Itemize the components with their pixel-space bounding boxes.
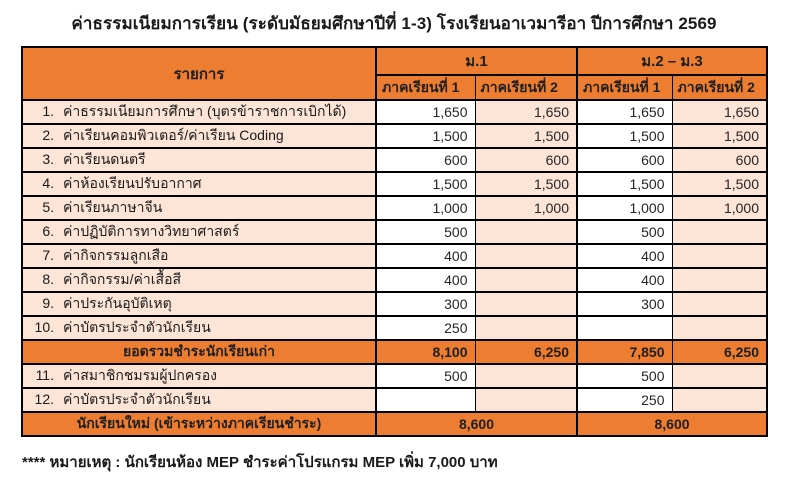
- fee-value: 300: [577, 292, 672, 316]
- fee-item-text: ค่าสมาชิกชมรมผู้ปกครอง: [63, 367, 218, 383]
- fee-value: 250: [376, 316, 475, 340]
- fee-item-label: [22, 100, 376, 124]
- fee-item-row: [22, 244, 767, 268]
- fee-item-text: ค่ากิจกรรมลูกเสือ: [63, 247, 169, 263]
- fee-item-row: [22, 292, 767, 316]
- fee-value: 600: [577, 148, 672, 172]
- column-group-m2-m3: ม.2 – ม.3: [577, 47, 767, 75]
- fee-item-label: [22, 172, 376, 196]
- fee-value: 500: [577, 364, 672, 388]
- column-group-m1: ม.1: [376, 47, 577, 75]
- fee-table-body: [22, 100, 767, 436]
- fee-item-label: [22, 124, 376, 148]
- fee-value: 1,650: [376, 100, 475, 124]
- fee-item-number: 10.: [34, 319, 54, 335]
- fee-item-text: ค่าเรียนคอมพิวเตอร์/ค่าเรียน Coding: [63, 127, 284, 143]
- fee-value: 500: [376, 220, 475, 244]
- fee-value: 1,500: [577, 124, 672, 148]
- fee-value: [475, 388, 577, 412]
- fee-item-row: [22, 316, 767, 340]
- summary-row-returning-students: [22, 340, 767, 364]
- fee-value: 600: [376, 148, 475, 172]
- fee-item-label: [22, 244, 376, 268]
- fee-value: 1,500: [672, 172, 767, 196]
- fee-value: [672, 316, 767, 340]
- fee-value: 1,500: [672, 124, 767, 148]
- fee-item-row: [22, 364, 767, 388]
- fee-value: 400: [577, 268, 672, 292]
- fee-value: [672, 364, 767, 388]
- fee-value: 1,000: [577, 196, 672, 220]
- fee-item-number: 8.: [42, 271, 54, 287]
- fee-item-label: [22, 364, 376, 388]
- fee-value: 1,500: [376, 124, 475, 148]
- fee-value: [475, 292, 577, 316]
- summary-label: นักเรียนใหม่ (เข้าระหว่างภาคเรียนชำระ): [22, 412, 376, 436]
- fee-value: 1,500: [376, 172, 475, 196]
- fee-item-text: ค่าเรียนภาษาจีน: [63, 199, 163, 215]
- fee-item-label: [22, 220, 376, 244]
- fee-item-row: [22, 388, 767, 412]
- fee-item-number: 3.: [42, 151, 54, 167]
- column-header-m1-semester2: ภาคเรียนที่ 2: [475, 75, 577, 100]
- fee-value: [475, 220, 577, 244]
- fee-value: 500: [376, 364, 475, 388]
- fee-item-number: 11.: [35, 367, 54, 383]
- fee-item-text: ค่ากิจกรรม/ค่าเสื้อสี: [63, 271, 182, 287]
- fee-value: [475, 244, 577, 268]
- fee-item-text: ค่าประกันอุบัติเหตุ: [63, 295, 172, 311]
- fee-item-number: 2.: [42, 127, 54, 143]
- fee-value: 1,650: [672, 100, 767, 124]
- header-row-groups: [22, 47, 767, 75]
- summary-label: ยอดรวมชำระนักเรียนเก่า: [22, 340, 376, 364]
- fee-item-number: 6.: [42, 223, 54, 239]
- fee-value: 1,000: [475, 196, 577, 220]
- fee-value: 1,000: [376, 196, 475, 220]
- fee-value: 500: [577, 220, 672, 244]
- fee-value: [672, 388, 767, 412]
- fee-item-row: [22, 220, 767, 244]
- fee-table: [21, 46, 768, 437]
- fee-value: 1,500: [577, 172, 672, 196]
- fee-value: 1,500: [475, 124, 577, 148]
- summary-value: 6,250: [475, 340, 577, 364]
- fee-item-number: 5.: [42, 199, 54, 215]
- fee-value: 1,500: [475, 172, 577, 196]
- fee-item-text: ค่าบัตรประจำตัวนักเรียน: [63, 319, 211, 335]
- summary-value: 8,100: [376, 340, 475, 364]
- fee-value: [475, 316, 577, 340]
- fee-value: 1,000: [672, 196, 767, 220]
- fee-item-label: [22, 268, 376, 292]
- fee-item-row: [22, 268, 767, 292]
- page-title: ค่าธรรมเนียมการเรียน (ระดับมัธยมศึกษาปีที่ 1-3) โรงเรียนอาเวมารีอา ปีการศึกษา 2569: [71, 14, 717, 33]
- fee-item-number: 1.: [42, 103, 54, 119]
- fee-item-label: [22, 292, 376, 316]
- fee-item-number: 4.: [42, 175, 54, 191]
- fee-value: 400: [376, 268, 475, 292]
- fee-item-label: [22, 316, 376, 340]
- footnote: **** หมายเหตุ : นักเรียนห้อง MEP ชำระค่าโปรแกรม MEP เพิ่ม 7,000 บาท: [22, 454, 498, 471]
- fee-value: [475, 268, 577, 292]
- fee-value: [577, 316, 672, 340]
- fee-value: 400: [376, 244, 475, 268]
- fee-value: [672, 268, 767, 292]
- summary-value-merged: 8,600: [376, 412, 577, 436]
- fee-item-number: 7.: [42, 247, 54, 263]
- column-header-m2m3-semester1: ภาคเรียนที่ 1: [577, 75, 672, 100]
- fee-item-row: [22, 124, 767, 148]
- fee-item-text: ค่าเรียนดนตรี: [63, 151, 146, 167]
- summary-row-new-students: [22, 412, 767, 436]
- fee-value: [672, 292, 767, 316]
- fee-item-number: 12.: [34, 391, 54, 407]
- fee-item-row: [22, 196, 767, 220]
- fee-item-text: ค่าปฏิบัติการทางวิทยาศาสตร์: [63, 223, 240, 239]
- fee-item-row: [22, 100, 767, 124]
- fee-item-row: [22, 148, 767, 172]
- fee-value: [475, 364, 577, 388]
- fee-item-text: ค่าบัตรประจำตัวนักเรียน: [63, 391, 211, 407]
- fee-table-header: [22, 47, 767, 100]
- fee-value: 600: [672, 148, 767, 172]
- fee-item-label: [22, 388, 376, 412]
- fee-item-label: [22, 196, 376, 220]
- column-header-items: รายการ: [22, 47, 376, 100]
- fee-item-label: [22, 148, 376, 172]
- fee-item-number: 9.: [42, 295, 54, 311]
- fee-value: 1,650: [577, 100, 672, 124]
- column-header-m1-semester1: ภาคเรียนที่ 1: [376, 75, 475, 100]
- fee-value: [672, 244, 767, 268]
- fee-item-row: [22, 172, 767, 196]
- fee-item-text: ค่าห้องเรียนปรับอากาศ: [63, 175, 202, 191]
- summary-value: 6,250: [672, 340, 767, 364]
- fee-value: 250: [577, 388, 672, 412]
- summary-value-merged: 8,600: [577, 412, 767, 436]
- fee-item-text: ค่าธรรมเนียมการศึกษา (บุตรข้าราชการเบิกได้): [63, 103, 347, 119]
- fee-value: 400: [577, 244, 672, 268]
- fee-value: 300: [376, 292, 475, 316]
- fee-value: 1,650: [475, 100, 577, 124]
- fee-value: [672, 220, 767, 244]
- summary-value: 7,850: [577, 340, 672, 364]
- fee-value: 600: [475, 148, 577, 172]
- column-header-m2m3-semester2: ภาคเรียนที่ 2: [672, 75, 767, 100]
- fee-value: [376, 388, 475, 412]
